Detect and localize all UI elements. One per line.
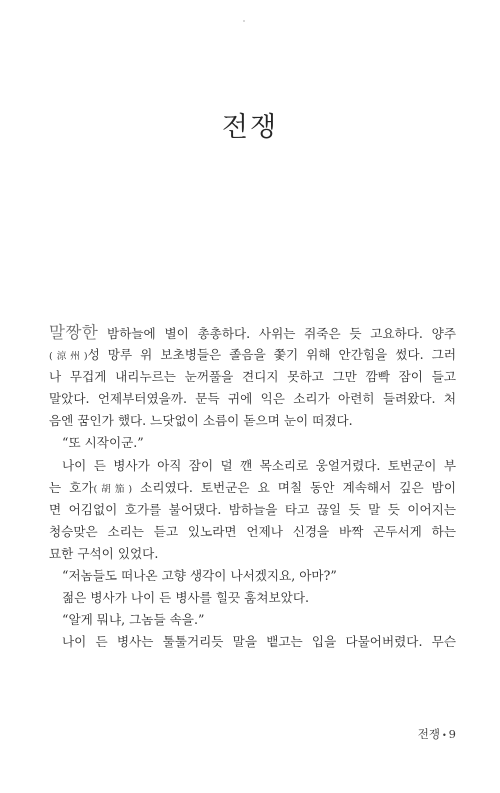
hanja-annotation: (涼州) [49,351,88,363]
dialogue-line [49,609,456,631]
line-text: 음엔 꿈인가 했다. 느닷없이 소름이 돋으며 눈이 떠졌다. [49,413,353,429]
text-line [49,388,456,410]
text-line [49,631,456,653]
text-line [49,455,456,477]
text-line [49,366,456,388]
text-line [49,543,456,565]
chapter-title: 전쟁 [221,112,279,143]
hanja-annotation: (胡笳) [93,483,133,495]
line-text: 나이 든 병사는 툴툴거리듯 말을 뱉고는 입을 다물어버렸다. 무슨 [62,634,456,650]
text-line [49,587,456,609]
text-line [49,410,456,432]
line-text: “저놈들도 떠나온 고향 생각이 나서겠지요, 아마?” [62,568,337,584]
line-text: 묘한 구석이 있었다. [49,545,159,561]
dialogue-line [49,565,456,587]
line-text: 면 어김없이 호가를 불어댔다. 밤하늘을 타고 끊일 듯 말 듯 이어지는 [49,501,456,517]
line-text: 젊은 병사가 나이 든 병사를 힐끗 훔쳐보았다. [62,590,310,606]
page-number: 9 [448,727,456,741]
text-line [49,322,456,344]
line-text: 말았다. 언제부터였을까. 문득 귀에 익은 소리가 아련히 들려왔다. 처 [49,391,456,407]
line-text: “알게 뭐냐, 그놈들 속을.” [62,612,205,628]
page-footer [418,726,456,742]
running-title: 전쟁 [417,727,440,741]
top-printer-mark [243,20,245,22]
line-text: “또 시작이군.” [62,435,144,451]
line-text: 청승맞은 소리는 듣고 있노라면 언제나 신경을 바짝 곤두서게 하는 [49,523,456,539]
dialogue-line [49,432,456,454]
text-line [49,499,456,521]
text-line [49,344,456,366]
line-text: 소리였다. 토번군은 요 며칠 동안 계속해서 깊은 밤이 [132,479,456,495]
body-text [49,322,456,653]
text-line [49,477,456,499]
line-text: 나이 든 병사가 아직 잠이 덜 깬 목소리로 웅얼거렸다. 토번군이 부 [62,457,456,473]
line-text: 나 무겁게 내리누르는 눈꺼풀을 견디지 못하고 그만 깜빡 잠이 들고 [49,369,456,385]
line-text: 는 호가 [49,479,94,495]
lead-word: 말짱한 [49,323,99,342]
line-text: 성 망루 위 보초병들은 졸음을 쫓기 위해 안간힘을 썼다. 그러 [87,347,456,363]
line-text: 밤하늘에 별이 총총하다. 사위는 쥐죽은 듯 고요하다. 양주 [98,326,456,341]
text-line [49,521,456,543]
footer-separator: • [441,730,447,740]
